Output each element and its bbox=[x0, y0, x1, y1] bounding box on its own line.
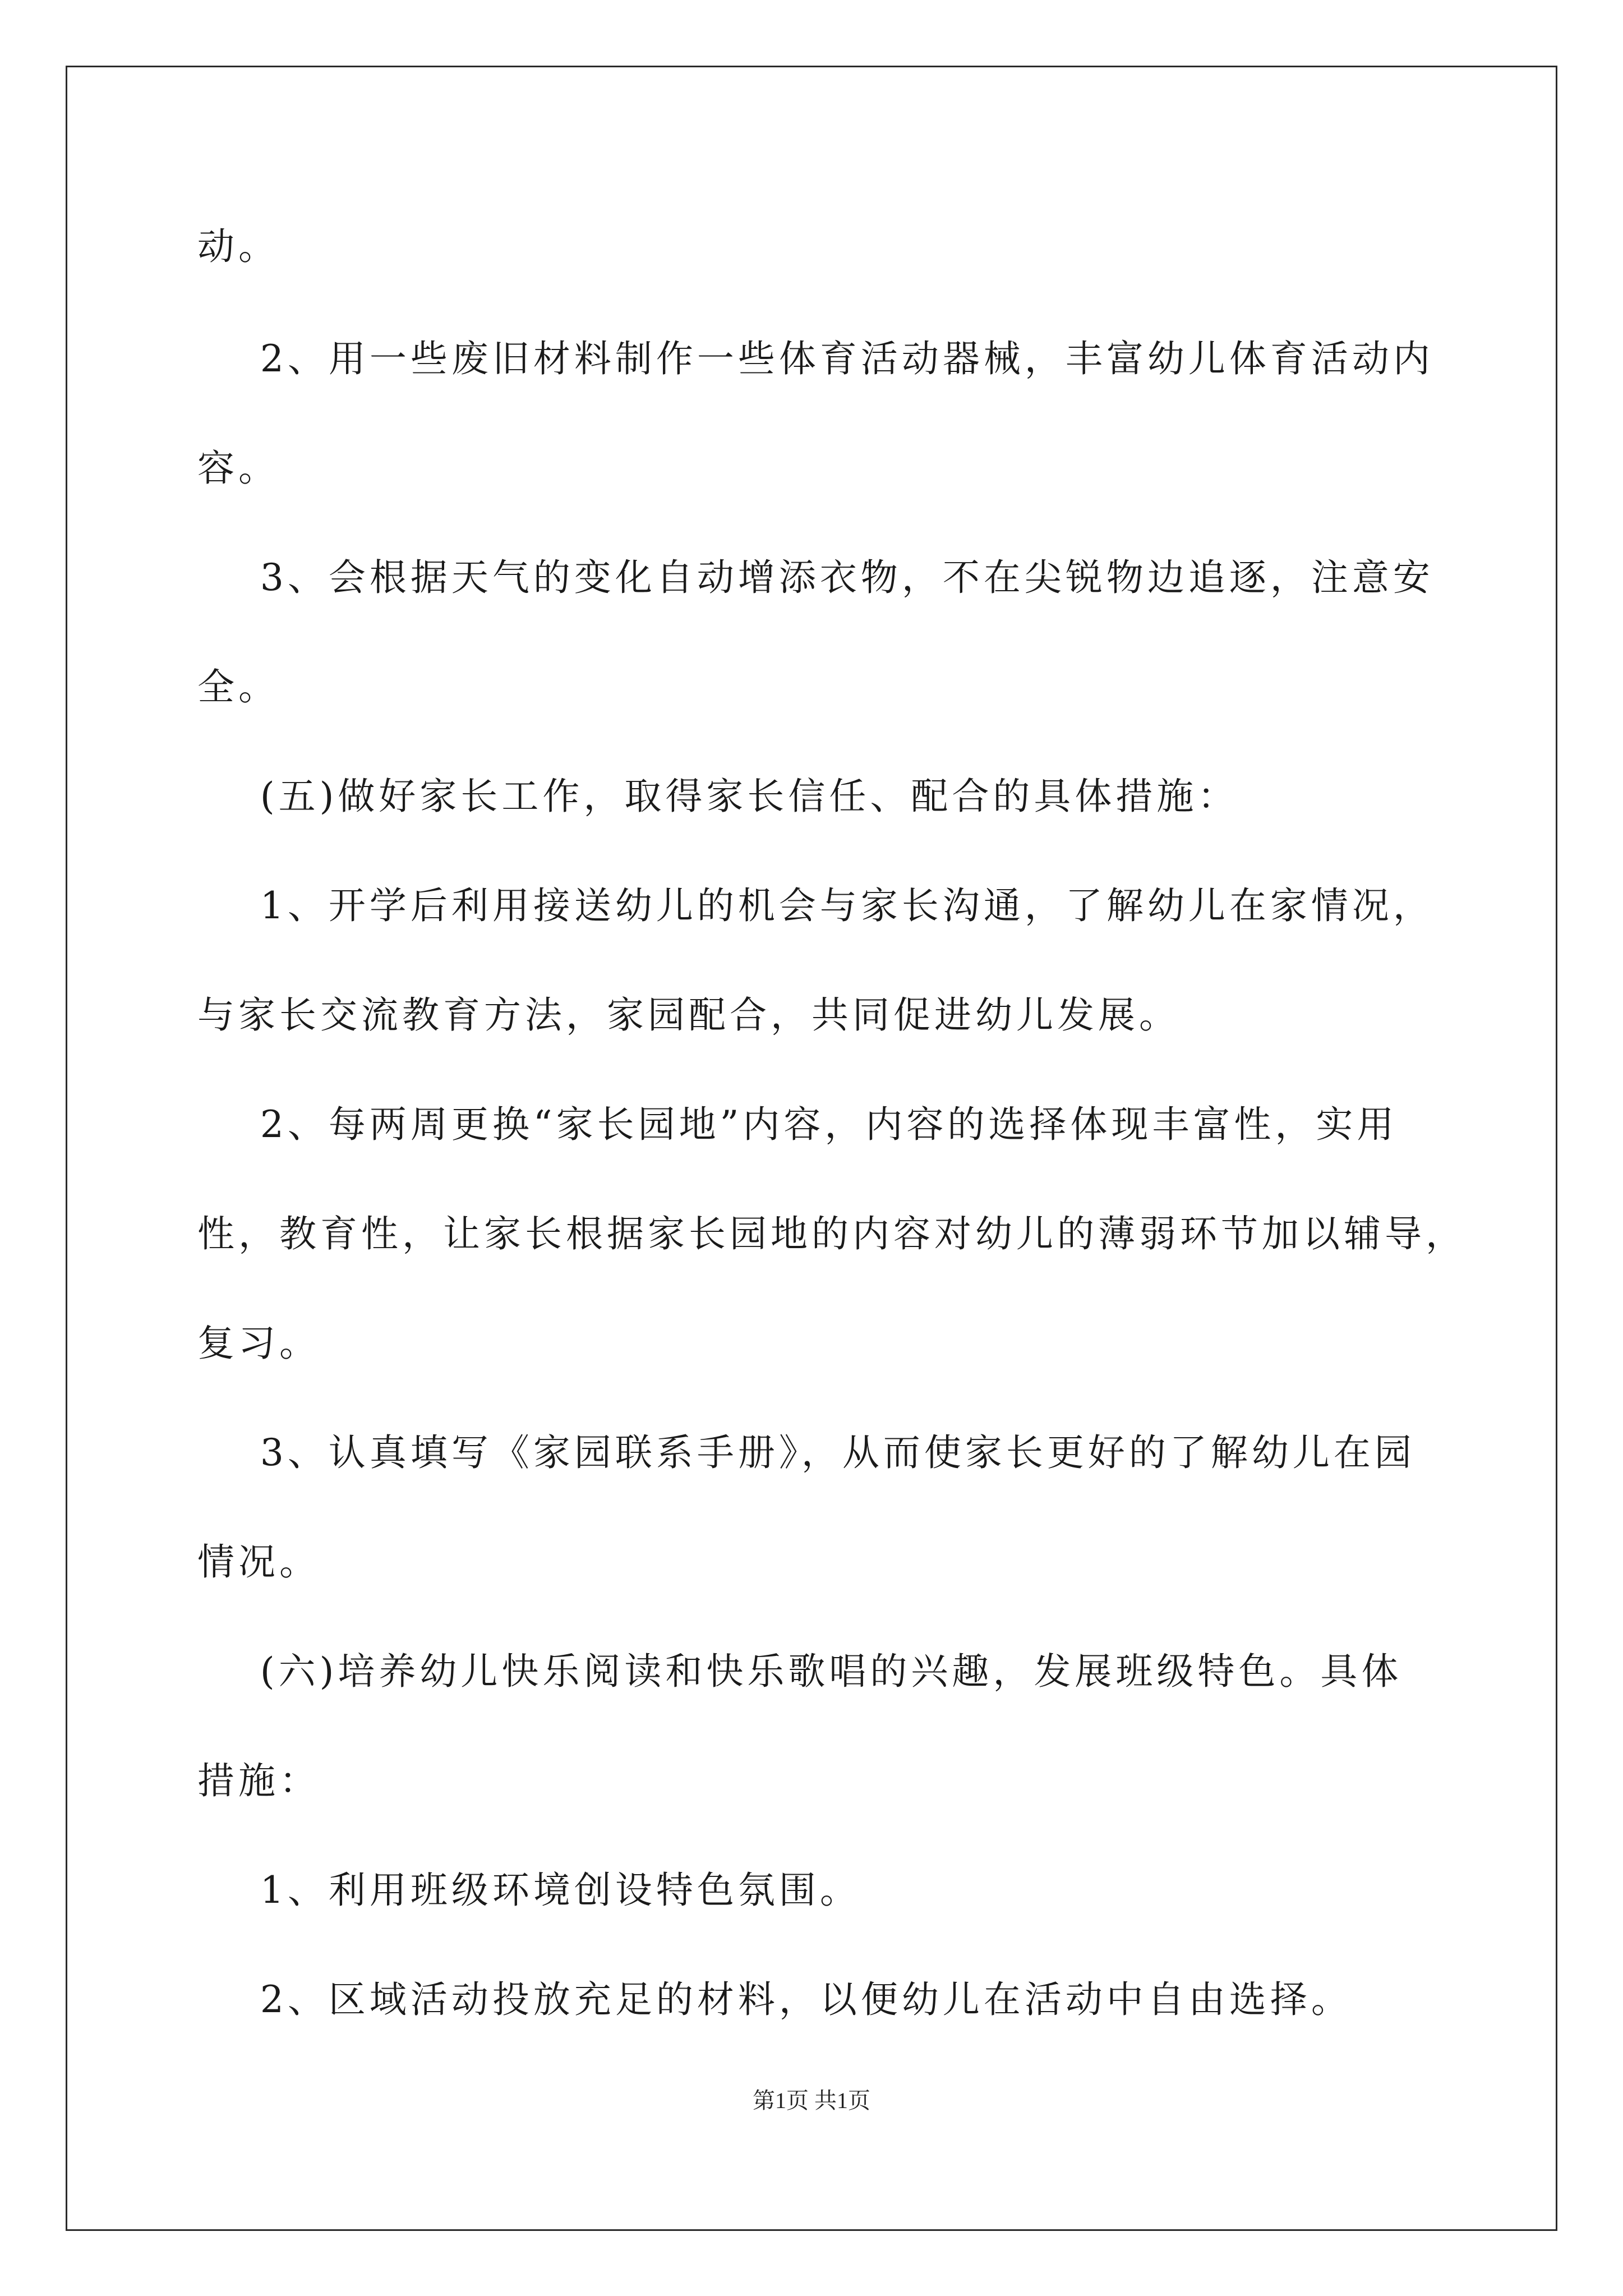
text-line-16: 1、利用班级环境创设特色氛围。 bbox=[197, 1869, 861, 1912]
text-line-1: 动。 bbox=[197, 225, 279, 268]
text-line-4: 3、会根据天气的变化自动增添衣物，不在尖锐物边追逐，注意安 bbox=[197, 556, 1434, 599]
text-line-8: 与家长交流教育方法，家园配合，共同促进幼儿发展。 bbox=[197, 993, 1180, 1037]
text-line-11: 复习。 bbox=[197, 1322, 320, 1365]
text-line-12: 3、认真填写《家园联系手册》，从而使家长更好的了解幼儿在园 bbox=[197, 1431, 1415, 1474]
text-line-6: (五)做好家长工作，取得家长信任、配合的具体措施： bbox=[197, 775, 1239, 818]
text-line-14: (六)培养幼儿快乐阅读和快乐歌唱的兴趣，发展班级特色。具体 bbox=[197, 1650, 1403, 1693]
text-line-2: 2、用一些废旧材料制作一些体育活动器械，丰富幼儿体育活动内 bbox=[197, 337, 1434, 380]
text-line-13: 情况。 bbox=[197, 1540, 320, 1584]
page-footer: 第1页 共1页 bbox=[753, 2088, 870, 2113]
text-line-17: 2、区域活动投放充足的材料，以便幼儿在活动中自由选择。 bbox=[197, 1978, 1352, 2021]
text-line-9: 2、每两周更换“家长园地”内容，内容的选择体现丰富性，实用 bbox=[197, 1103, 1398, 1146]
text-line-10: 性，教育性，让家长根据家长园地的内容对幼儿的薄弱环节加以辅导， bbox=[197, 1212, 1467, 1255]
text-line-5: 全。 bbox=[197, 665, 279, 708]
text-line-7: 1、开学后利用接送幼儿的机会与家长沟通，了解幼儿在家情况， bbox=[197, 884, 1434, 927]
text-line-3: 容。 bbox=[197, 447, 279, 490]
text-line-15: 措施： bbox=[197, 1759, 320, 1802]
